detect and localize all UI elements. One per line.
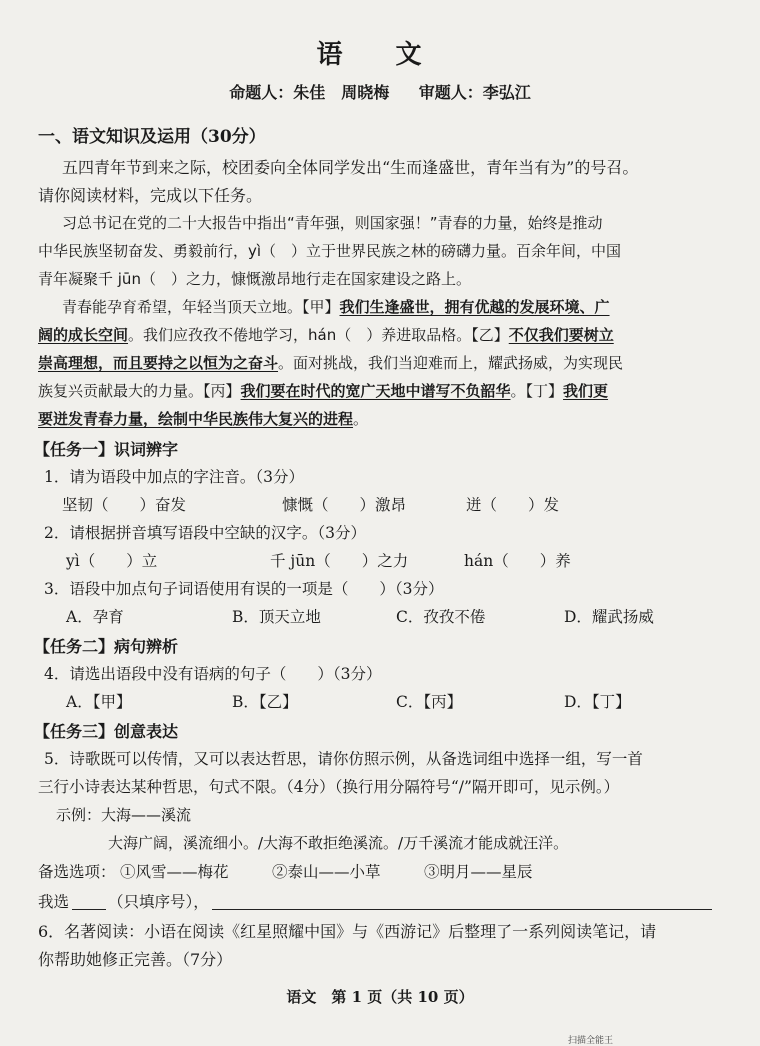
question-3: 3．语段中加点句子词语使用有误的一项是（ ）（3分） [44, 580, 444, 598]
q3-option-d: D．耀武扬威 [564, 608, 654, 626]
sentence-bing: 我们要在时代的宽广天地中谱写不负韶华 [240, 382, 511, 400]
sentence-ding: 我们更 [563, 382, 609, 400]
reviewer-label: 审题人：李弘江 [418, 83, 531, 102]
passage-text: 族复兴贡献最大的力量。【丙】 [38, 382, 241, 400]
example-poem: 大海广阔，溪流细小。/大海不敢拒绝溪流。/万千溪流才能成就汪洋。 [108, 834, 569, 852]
sentence-jia: 我们生逢盛世，拥有优越的发展环境、广 [339, 298, 610, 316]
question-5-cont: 三行小诗表达某种哲思，句式不限。（4分）（换行用分隔符号“/”隔开即可，见示例。） [38, 778, 620, 796]
passage-line: 青年凝聚千 jūn（ ）之力，慷慨激昂地行走在国家建设之路上。 [38, 270, 471, 288]
q3-option-a: A．孕育 [66, 608, 124, 626]
question-6-cont: 你帮助她修正完善。（7分） [38, 950, 233, 969]
sentence-jia-cont: 阔的成长空间 [38, 326, 129, 344]
author-line [0, 80, 760, 103]
q4-option-d: D．【丁】 [564, 693, 631, 711]
q1-item: 迸（ ）发 [466, 496, 560, 514]
q2-item: hán（ ）养 [464, 552, 571, 570]
choose-suffix: （只填序号）， [108, 893, 209, 911]
q2-item: 千 jūn（ ）之力 [270, 552, 409, 570]
question-4: 4．请选出语段中没有语病的句子（ ）（3分） [44, 665, 382, 683]
q3-option-c: C．孜孜不倦 [396, 608, 486, 626]
options-label: 备选选项： [38, 863, 116, 881]
scanner-watermark: 扫描全能王 [568, 1036, 614, 1046]
task3-heading: 【任务三】创意表达 [34, 722, 179, 741]
question-1: 1．请为语段中加点的字注音。（3分） [44, 468, 304, 486]
q1-item: 慷慨（ ）激昂 [282, 496, 407, 514]
q4-option-b: B．【乙】 [232, 693, 298, 711]
passage-line [38, 352, 623, 373]
section-heading: 一、语文知识及运用（30分） [38, 127, 266, 147]
question-6: 6．名著阅读：小语在阅读《红星照耀中国》与《西游记》后整理了一系列阅读笔记，请 [38, 922, 657, 941]
passage-line [38, 380, 608, 401]
passage-text: 。【丁】 [510, 382, 564, 400]
page-title: 语 文 [316, 40, 444, 70]
passage-text: 。我们应孜孜不倦地学习，hán（ ）养进取品格。【乙】 [128, 326, 509, 344]
task1-heading: 【任务一】识词辨字 [34, 440, 179, 459]
passage-line [62, 296, 610, 317]
option-3: ③明月——星辰 [424, 863, 533, 881]
q3-option-b: B．顶天立地 [232, 608, 321, 626]
poem-answer-line[interactable] [212, 909, 712, 910]
intro-line: 请你阅读材料，完成以下任务。 [38, 186, 263, 205]
q4-option-a: A．【甲】 [66, 693, 132, 711]
choice-blank[interactable] [72, 909, 106, 910]
option-1: ①风雪——梅花 [120, 863, 229, 881]
author-label: 命题人：朱佳 周晓梅 [229, 83, 390, 102]
passage-line [38, 408, 368, 429]
passage-text: 青春能孕育希望，年轻当顶天立地。【甲】 [62, 298, 340, 316]
q2-item: yì（ ）立 [66, 552, 158, 570]
example-label: 示例：大海——溪流 [56, 806, 192, 824]
q1-item: 坚韧（ ）奋发 [62, 496, 187, 514]
passage-line [38, 324, 614, 345]
question-2: 2．请根据拼音填写语段中空缺的汉字。（3分） [44, 524, 366, 542]
choose-prefix: 我选 [38, 893, 70, 911]
page-footer: 语文 第 1 页（共 10 页） [286, 988, 474, 1006]
sentence-ding-cont: 要迸发青春力量，绘制中华民族伟大复兴的进程 [38, 410, 354, 428]
task2-heading: 【任务二】病句辨析 [34, 637, 179, 656]
sentence-yi: 不仅我们要树立 [508, 326, 614, 344]
passage-line: 中华民族坚韧奋发、勇毅前行，yì（ ）立于世界民族之林的磅礴力量。百余年间，中国 [38, 242, 622, 260]
sentence-yi-cont: 崇高理想，而且要持之以恒为之奋斗 [38, 354, 279, 372]
option-2: ②泰山——小草 [272, 863, 381, 881]
intro-line: 五四青年节到来之际，校团委向全体同学发出“生而逢盛世，青年当有为”的号召。 [62, 158, 639, 177]
passage-line: 习总书记在党的二十大报告中指出“青年强，则国家强！”青春的力量，始终是推动 [62, 214, 603, 232]
question-5: 5．诗歌既可以传情，又可以表达哲思，请你仿照示例，从备选词组中选择一组，写一首 [44, 750, 643, 768]
passage-text: 。 [353, 410, 369, 428]
passage-text: 。面对挑战，我们当迎难而上，耀武扬威，为实现民 [278, 354, 624, 372]
q4-option-c: C．【丙】 [396, 693, 463, 711]
